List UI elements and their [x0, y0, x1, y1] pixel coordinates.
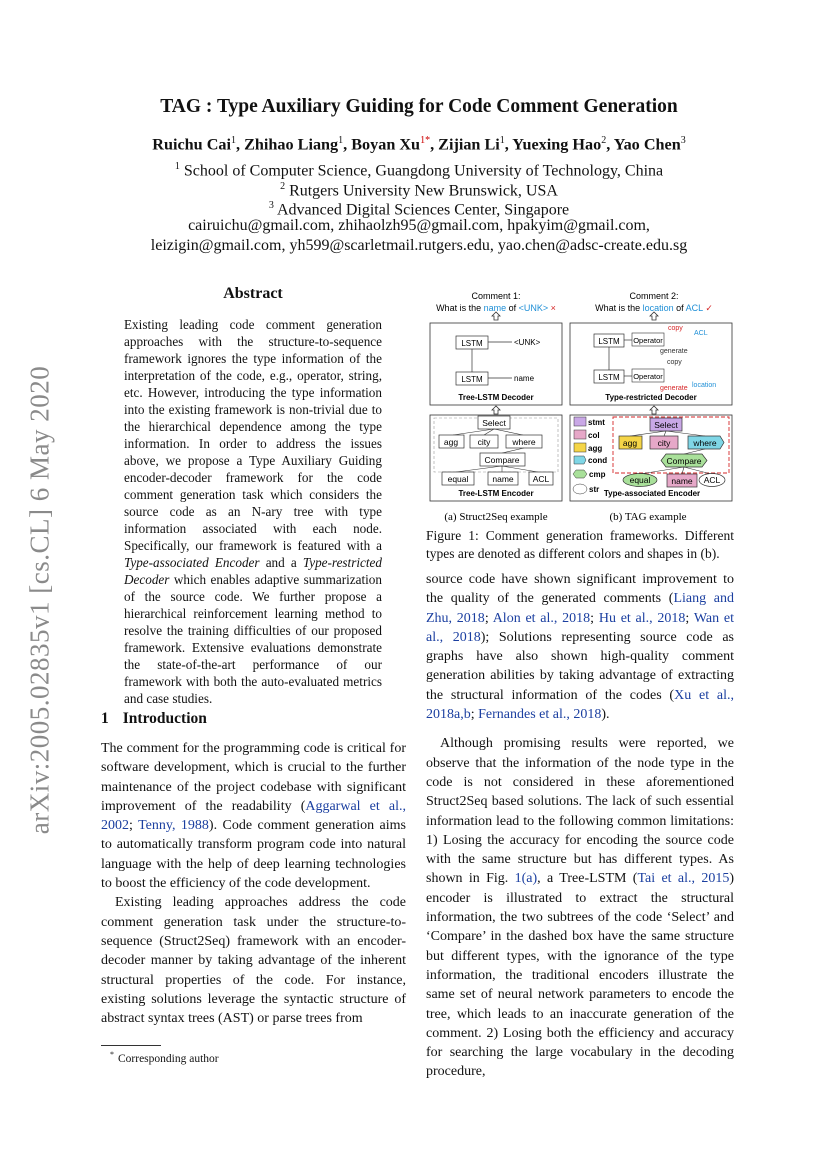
paragraph: Existing leading approaches address the code comment generation task under the structure-to-sequence (Struct2Seq) framework with an encoder-decoder manner by taking advantage of the inherent structural properties of the code. For instance, existing solutions leverage the syntactic structure of abstract syntax trees (AST) or parse trees from: [101, 895, 406, 1027]
paragraph: source code have shown significant improvement to the quality of the generated comments (Liang and Zhu, 2018; Alon et al., 2018; Hu et al., 2018; Wan et al., 2018); Solutions representing source code as graphs have also shown high-quality comment generation abilities by taking advantage of extracting the structural information of the codes (Xu et al., 2018a,b; Fernandes et al., 2018).: [426, 572, 735, 723]
footnote: * Corresponding author: [110, 1050, 219, 1065]
svg-text:cmp: cmp: [589, 470, 606, 479]
affiliation-1: $^1$ School of Computer Science, Guangdong University of Technology, China: [174, 161, 664, 180]
author: Zijian Li: [438, 135, 500, 154]
subcaption-b: (b) TAG example: [609, 511, 687, 523]
svg-text:agg: agg: [622, 438, 638, 448]
up-arrow-icon: [650, 312, 658, 320]
svg-text:where: where: [512, 437, 536, 447]
tree-lstm-decoder-label: Tree-LSTM Decoder: [458, 393, 534, 402]
author: Ruichu Cai: [152, 135, 232, 154]
comment-1-title: Comment 1:: [471, 291, 521, 301]
svg-text:copy: copy: [667, 359, 682, 366]
svg-text:agg: agg: [443, 437, 459, 447]
svg-text:Compare: Compare: [666, 456, 702, 466]
citation-link[interactable]: Hu et al., 2018: [598, 610, 686, 626]
svg-text:LSTM: LSTM: [461, 339, 483, 348]
author: Boyan Xu: [351, 135, 421, 154]
svg-text:where: where: [693, 438, 717, 448]
svg-text:location: location: [692, 382, 717, 389]
svg-text:name: name: [671, 476, 693, 486]
email-line-2: leizigin@gmail.com, yh599@scarletmail.rutgers.edu, yao.chen@adsc-create.edu.sg: [150, 237, 688, 254]
svg-text:equal: equal: [447, 474, 469, 484]
author: Yuexing Hao: [512, 135, 602, 154]
svg-text:Operator: Operator: [633, 372, 663, 381]
author: Yao Chen: [613, 135, 681, 154]
email-line-1: cairuichu@gmail.com, zhihaolzh95@gmail.com, hpakyim@gmail.com,: [188, 217, 650, 234]
svg-text:<UNK>: <UNK>: [514, 338, 541, 347]
tree-lstm-encoder-label: Tree-LSTM Encoder: [458, 489, 534, 498]
affiliation-2: $^2$ Rutgers University New Brunswick, USA: [280, 181, 558, 200]
svg-text:city: city: [477, 437, 491, 447]
svg-text:city: city: [657, 438, 671, 448]
svg-text:Select: Select: [654, 420, 678, 430]
svg-text:agg: agg: [588, 444, 603, 453]
citation-link[interactable]: Wan et al., 2018: [426, 610, 734, 645]
svg-text:equal: equal: [629, 475, 651, 485]
svg-text:ACL: ACL: [694, 330, 708, 337]
comment-1-question: What is the name of <UNK> ×: [436, 303, 556, 313]
svg-text:Compare: Compare: [484, 455, 520, 465]
citation-link[interactable]: Fernandes et al., 2018: [478, 707, 602, 723]
citation-link[interactable]: Tai et al., 2015: [637, 871, 730, 887]
figure-1-caption: Figure 1: Comment generation frameworks. Different types are denoted as different colors and shapes in (b).: [426, 528, 734, 561]
citation-link[interactable]: Tenny, 1988: [138, 818, 209, 834]
intro-left-column: [101, 739, 406, 1028]
arxiv-id-text: arXiv:2005.02835v1 [cs.CL] 6 May 2020: [24, 365, 55, 835]
svg-text:name: name: [514, 374, 535, 383]
figure-1-diagram: [426, 288, 738, 524]
citation-link[interactable]: Liang and Zhu, 2018: [426, 591, 735, 626]
citation-link[interactable]: Alon et al., 2018: [492, 610, 591, 626]
svg-text:copy: copy: [668, 325, 683, 332]
affiliation-3: $^3$ Advanced Digital Sciences Center, Singapore: [268, 200, 570, 219]
svg-text:ACL: ACL: [532, 474, 550, 484]
svg-text:generate: generate: [660, 348, 688, 355]
type-restricted-decoder-label: Type-restricted Decoder: [605, 393, 697, 402]
section-heading-introduction: 1 Introduction: [101, 710, 207, 727]
up-arrow-icon: [492, 406, 500, 414]
svg-text:generate: generate: [660, 385, 688, 392]
svg-text:LSTM: LSTM: [598, 337, 620, 346]
abstract-heading: Abstract: [223, 285, 283, 302]
svg-text:col: col: [588, 431, 600, 440]
paragraph: Although promising results were reported, we observe that the information of the node type in the code is not considered in these aforementioned Struct2Seq based solutions. The lack of such essential information lead to the following common limitations: 1) Losing the accuracy for encoding the source code with the same structure but has different types. As shown in Fig. 1(a), a Tree-LSTM (Tai et al., 2015) encoder is illustrated to extract the structural information, the two subtrees of the code ‘Select’ and ‘Compare’ in the dashed box have the same structure but different types, with the ignorance of the type information, the traditional encoders illustrate the same set of neural network parameters to encode the tree, which leads to an inaccurate generation of the comment. 2) Losing both the efficiency and accuracy for searching the large vocabulary in the decoding procedure,: [426, 736, 735, 1080]
subcaption-a: (a) Struct2Seq example: [444, 511, 548, 523]
svg-text:stmt: stmt: [588, 418, 605, 427]
figure-ref-link[interactable]: 1(a): [514, 871, 538, 887]
type-associated-encoder-label: Type-associated Encoder: [603, 489, 701, 498]
footnote-divider: [101, 1045, 161, 1046]
arxiv-identifier: [20, 360, 60, 840]
svg-text:cond: cond: [588, 456, 608, 465]
svg-text:name: name: [492, 474, 514, 484]
abstract-body: Existing leading code comment generation approaches with the structure-to-sequence framework ignores the type information of the interpretation of the code, e.g., operator, string, etc. However, introducing the type information into the existing framework is non-trivial due to the hierarchical dependence among the type information. In order to address the issues above, we propose a Type Auxiliary Guiding encoder-decoder framework for the code comment generation task which considers the source code as an N-ary tree with type information associated with each node. Specifically, our framework is featured with a Type-associated Encoder and a Type-restricted Decoder which enables adaptive summarization of the source code. We further propose a hierarchical reinforcement learning method to resolve the training difficulties of our proposed framework. Extensive evaluations demonstrate the state-of-the-art performance of our framework with both the auto-evaluated metrics and case studies.: [124, 317, 382, 706]
figure-1: [426, 288, 738, 524]
paragraph: The comment for the programming code is critical for software development, which is crucial to the further maintenance of the project codebase with significant improvement of the readability (Aggarwal et al., 2002; Tenny, 1988). Code comment generation aims to automatically transform program code into natural language with the help of deep learning technologies to boost the efficiency of the code development.: [101, 741, 406, 892]
citation-link[interactable]: Xu et al., 2018a,b: [426, 687, 735, 723]
svg-text:Operator: Operator: [633, 336, 663, 345]
svg-text:ACL: ACL: [703, 475, 721, 485]
svg-text:str: str: [589, 485, 600, 494]
svg-text:LSTM: LSTM: [598, 373, 620, 382]
svg-text:LSTM: LSTM: [461, 375, 483, 384]
up-arrow-icon: [492, 312, 500, 320]
comment-2-title: Comment 2:: [629, 291, 679, 301]
svg-text:Select: Select: [482, 418, 506, 428]
author-list: Ruichu Cai$^1$, Zhihao Liang$^1$, Boyan $Xu^{1*}$, Zijian Li$^1$, Yuexing Hao$^2$, Yao Chen$^3$: [152, 135, 686, 154]
comment-2-question: What is the location of ACL ✓: [595, 303, 713, 313]
author: Zhihao Liang: [244, 135, 339, 154]
up-arrow-icon: [650, 406, 658, 414]
paper-title: TAG : Type Auxiliary Guiding for Code Comment Generation: [160, 96, 678, 117]
intro-right-column: [426, 570, 734, 1082]
citation-link[interactable]: Aggarwal et al., 2002: [101, 798, 406, 834]
